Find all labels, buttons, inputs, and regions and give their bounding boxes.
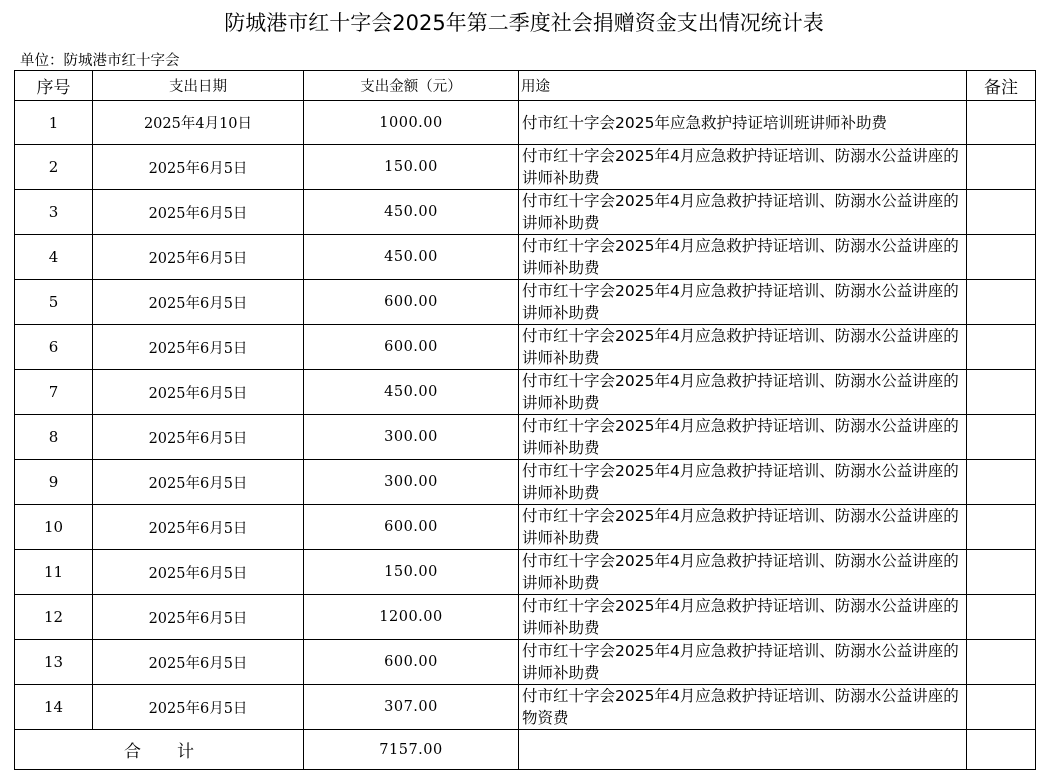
table-row	[15, 550, 1036, 595]
table-row	[15, 280, 1036, 325]
header-amount: 支出金额（元）	[304, 71, 519, 101]
table-row	[15, 190, 1036, 235]
cell-date: 2025年4月10日	[93, 101, 304, 145]
cell-note	[967, 460, 1036, 505]
cell-note	[967, 101, 1036, 145]
cell-date: 2025年6月5日	[93, 235, 304, 280]
cell-date: 2025年6月5日	[93, 280, 304, 325]
cell-note	[967, 280, 1036, 325]
cell-seq: 11	[15, 550, 93, 595]
table-row	[15, 595, 1036, 640]
cell-seq: 14	[15, 685, 93, 730]
cell-seq: 12	[15, 595, 93, 640]
cell-seq: 5	[15, 280, 93, 325]
cell-purpose: 付市红十字会2025年4月应急救护持证培训、防溺水公益讲座的讲师补助费	[519, 325, 967, 370]
cell-purpose: 付市红十字会2025年4月应急救护持证培训、防溺水公益讲座的讲师补助费	[519, 235, 967, 280]
unit-label: 单位：防城港市红十字会	[20, 53, 180, 69]
cell-amount: 450.00	[304, 235, 519, 280]
cell-seq: 2	[15, 145, 93, 190]
header-seq: 序号	[15, 71, 93, 101]
cell-seq: 10	[15, 505, 93, 550]
total-purpose	[519, 730, 967, 770]
cell-purpose: 付市红十字会2025年4月应急救护持证培训、防溺水公益讲座的讲师补助费	[519, 280, 967, 325]
cell-purpose: 付市红十字会2025年4月应急救护持证培训、防溺水公益讲座的讲师补助费	[519, 595, 967, 640]
cell-amount: 600.00	[304, 640, 519, 685]
cell-date: 2025年6月5日	[93, 415, 304, 460]
cell-date: 2025年6月5日	[93, 190, 304, 235]
cell-amount: 1000.00	[304, 101, 519, 145]
header-date: 支出日期	[93, 71, 304, 101]
cell-date: 2025年6月5日	[93, 550, 304, 595]
total-label-right: 计	[177, 742, 194, 762]
cell-note	[967, 505, 1036, 550]
cell-amount: 600.00	[304, 505, 519, 550]
cell-amount: 300.00	[304, 460, 519, 505]
cell-amount: 450.00	[304, 370, 519, 415]
cell-purpose: 付市红十字会2025年4月应急救护持证培训、防溺水公益讲座的讲师补助费	[519, 370, 967, 415]
cell-note	[967, 595, 1036, 640]
cell-date: 2025年6月5日	[93, 145, 304, 190]
cell-seq: 7	[15, 370, 93, 415]
cell-amount: 300.00	[304, 415, 519, 460]
cell-seq: 1	[15, 101, 93, 145]
cell-note	[967, 370, 1036, 415]
cell-date: 2025年6月5日	[93, 685, 304, 730]
cell-amount: 150.00	[304, 550, 519, 595]
cell-date: 2025年6月5日	[93, 640, 304, 685]
cell-purpose: 付市红十字会2025年4月应急救护持证培训、防溺水公益讲座的讲师补助费	[519, 415, 967, 460]
total-row	[15, 730, 1036, 770]
cell-note	[967, 190, 1036, 235]
cell-purpose: 付市红十字会2025年4月应急救护持证培训、防溺水公益讲座的讲师补助费	[519, 145, 967, 190]
cell-amount: 150.00	[304, 145, 519, 190]
table-body	[15, 101, 1036, 770]
cell-date: 2025年6月5日	[93, 595, 304, 640]
cell-date: 2025年6月5日	[93, 460, 304, 505]
total-note	[967, 730, 1036, 770]
cell-purpose: 付市红十字会2025年4月应急救护持证培训、防溺水公益讲座的讲师补助费	[519, 460, 967, 505]
table-row	[15, 370, 1036, 415]
cell-date: 2025年6月5日	[93, 370, 304, 415]
cell-purpose: 付市红十字会2025年4月应急救护持证培训、防溺水公益讲座的讲师补助费	[519, 505, 967, 550]
page-title: 防城港市红十字会2025年第二季度社会捐赠资金支出情况统计表	[224, 11, 824, 35]
cell-note	[967, 685, 1036, 730]
table-row	[15, 101, 1036, 145]
cell-note	[967, 145, 1036, 190]
cell-note	[967, 325, 1036, 370]
cell-purpose: 付市红十字会2025年4月应急救护持证培训、防溺水公益讲座的物资费	[519, 685, 967, 730]
cell-seq: 9	[15, 460, 93, 505]
total-label-left: 合	[124, 742, 141, 762]
cell-amount: 1200.00	[304, 595, 519, 640]
table-row	[15, 685, 1036, 730]
table-row	[15, 325, 1036, 370]
cell-note	[967, 415, 1036, 460]
cell-purpose: 付市红十字会2025年4月应急救护持证培训、防溺水公益讲座的讲师补助费	[519, 550, 967, 595]
cell-amount: 307.00	[304, 685, 519, 730]
cell-seq: 8	[15, 415, 93, 460]
cell-purpose: 付市红十字会2025年应急救护持证培训班讲师补助费	[519, 101, 967, 145]
cell-seq: 4	[15, 235, 93, 280]
cell-note	[967, 550, 1036, 595]
table-row	[15, 235, 1036, 280]
cell-note	[967, 640, 1036, 685]
cell-note	[967, 235, 1036, 280]
cell-seq: 3	[15, 190, 93, 235]
cell-seq: 13	[15, 640, 93, 685]
cell-purpose: 付市红十字会2025年4月应急救护持证培训、防溺水公益讲座的讲师补助费	[519, 190, 967, 235]
table-row	[15, 145, 1036, 190]
total-amount: 7157.00	[304, 730, 519, 770]
cell-date: 2025年6月5日	[93, 325, 304, 370]
total-label	[15, 730, 304, 770]
cell-seq: 6	[15, 325, 93, 370]
table-row	[15, 460, 1036, 505]
header-note: 备注	[967, 71, 1036, 101]
cell-amount: 600.00	[304, 280, 519, 325]
cell-purpose: 付市红十字会2025年4月应急救护持证培训、防溺水公益讲座的讲师补助费	[519, 640, 967, 685]
cell-amount: 450.00	[304, 190, 519, 235]
header-purpose: 用途	[519, 71, 967, 101]
expenditure-table	[14, 70, 1036, 770]
table-header-row	[15, 71, 1036, 101]
table-row	[15, 505, 1036, 550]
cell-amount: 600.00	[304, 325, 519, 370]
table-row	[15, 640, 1036, 685]
cell-date: 2025年6月5日	[93, 505, 304, 550]
table-row	[15, 415, 1036, 460]
